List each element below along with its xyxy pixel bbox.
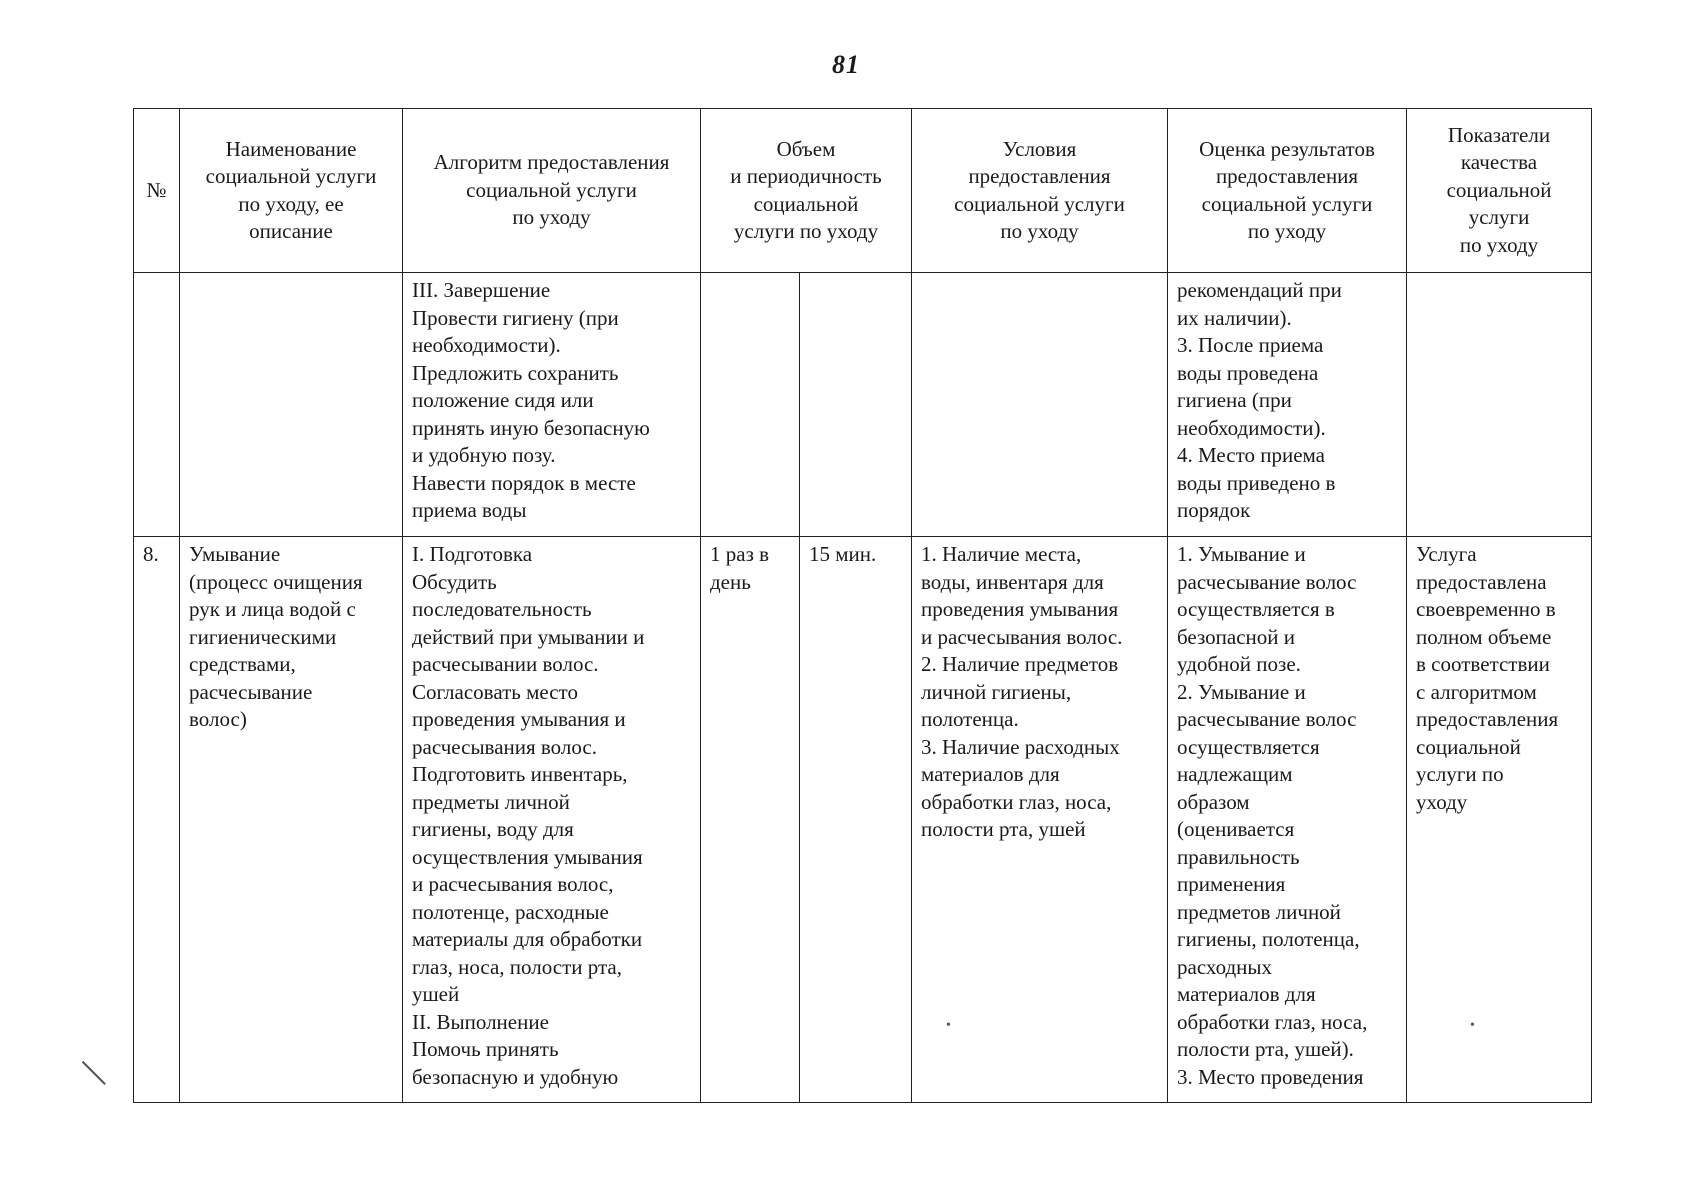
header-number: №	[134, 109, 180, 273]
header-quality: Показатели качества социальной услуги по уходу	[1407, 109, 1592, 273]
services-table	[133, 108, 1592, 1103]
cell-duration	[800, 273, 912, 537]
cell-service-name: Умывание (процесс очищения рук и лица водой с гигиеническими средствами, расчесывание волос)	[180, 537, 403, 1103]
cell-conditions	[912, 273, 1168, 537]
scan-mark-icon	[82, 1061, 106, 1085]
cell-evaluation: рекомендаций при их наличии). 3. После приема воды проведена гигиена (при необходимости). 4. Место приема воды приведено в порядок	[1168, 273, 1407, 537]
cell-number	[134, 273, 180, 537]
cell-duration: 15 мин.	[800, 537, 912, 1103]
cell-quality	[1407, 273, 1592, 537]
cell-frequency	[701, 273, 800, 537]
cell-algorithm: III. Завершение Провести гигиену (при необходимости). Предложить сохранить положение сидя или принять иную безопасную и удобную позу. Навести порядок в месте приема воды	[403, 273, 701, 537]
cell-frequency: 1 раз в день	[701, 537, 800, 1103]
scan-dot-icon: •	[946, 1018, 951, 1033]
header-volume-frequency: Объем и периодичность социальной услуги по уходу	[701, 109, 912, 273]
table-row	[134, 273, 1592, 537]
cell-evaluation: 1. Умывание и расчесывание волос осуществляется в безопасной и удобной позе. 2. Умывание и расчесывание волос осуществляется надлежащим образом (оценивается правильность применения предметов личной гигиены, полотенца, расходных материалов для обработки глаз, носа, полости рта, ушей). 3. Место проведения	[1168, 537, 1407, 1103]
header-conditions: Условия предоставления социальной услуги по уходу	[912, 109, 1168, 273]
header-algorithm: Алгоритм предоставления социальной услуги по уходу	[403, 109, 701, 273]
table-header-row	[134, 109, 1592, 273]
cell-conditions: 1. Наличие места, воды, инвентаря для проведения умывания и расчесывания волос. 2. Наличие предметов личной гигиены, полотенца. 3. Наличие расходных материалов для обработки глаз, носа, полости рта, ушей	[912, 537, 1168, 1103]
scan-dot-icon: •	[1470, 1018, 1475, 1033]
header-evaluation: Оценка результатов предоставления социальной услуги по уходу	[1168, 109, 1407, 273]
page-number: 81	[832, 50, 860, 79]
cell-algorithm: I. Подготовка Обсудить последовательность действий при умывании и расчесывании волос. Согласовать место проведения умывания и расчесывания волос. Подготовить инвентарь, предметы личной гигиены, воду для осуществления умывания и расчесывания волос, полотенце, расходные материалы для обработки глаз, носа, полости рта, ушей II. Выполнение Помочь принять безопасную и удобную	[403, 537, 701, 1103]
cell-number: 8.	[134, 537, 180, 1103]
cell-service-name	[180, 273, 403, 537]
header-service-name: Наименование социальной услуги по уходу, ее описание	[180, 109, 403, 273]
table-row	[134, 537, 1592, 1103]
cell-quality: Услуга предоставлена своевременно в полном объеме в соответствии с алгоритмом предоставления социальной услуги по уходу	[1407, 537, 1592, 1103]
